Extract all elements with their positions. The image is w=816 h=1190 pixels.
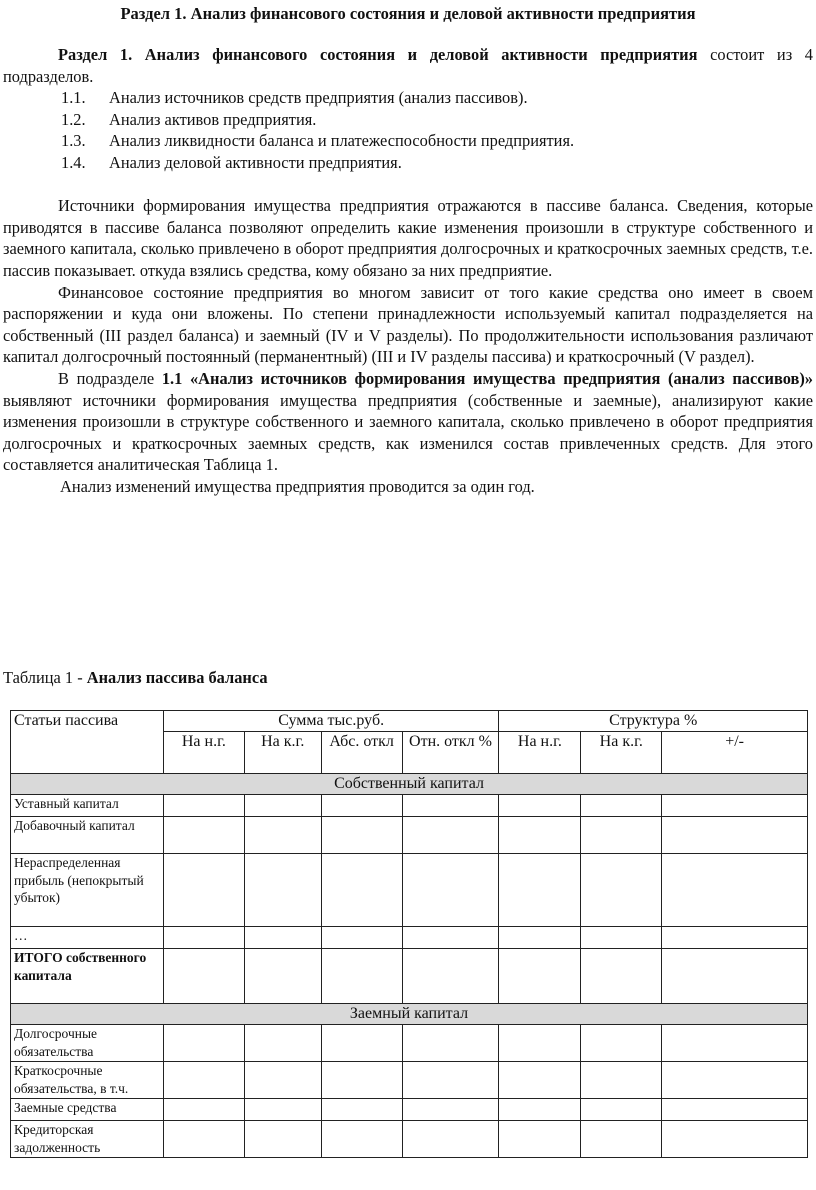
section-own-capital [11, 774, 808, 795]
table-cell [321, 1121, 402, 1158]
table-row [11, 1099, 808, 1121]
table-cell [321, 817, 402, 854]
subsection-text: Анализ ликвидности баланса и платежеспособности предприятия. [109, 131, 575, 151]
header-structure: Структура % [499, 711, 808, 732]
subsection-number: 1.3. [61, 131, 86, 151]
p3-bold: 1.1 «Анализ источников формирования имущества предприятия (анализ пассивов)» [161, 368, 813, 388]
subsection-text: Анализ активов предприятия. [109, 109, 317, 129]
row-label: Долгосрочные обязательства [11, 1025, 164, 1062]
subheader-abs: Абс. откл [321, 732, 402, 774]
table-cell [402, 1062, 499, 1099]
table-cell [163, 854, 244, 927]
subsection-number: 1.4. [61, 152, 86, 172]
table-cell [662, 795, 808, 817]
table-cell [321, 795, 402, 817]
document-body [3, 44, 813, 497]
table-cell [402, 1121, 499, 1158]
table-row [11, 1062, 808, 1099]
row-label: Кредиторская задолженность [11, 1121, 164, 1158]
table-cell [321, 1062, 402, 1099]
intro-bold: Раздел 1. Анализ финансового состояния и деловой активности предприятия [58, 45, 698, 64]
table-cell [581, 1062, 662, 1099]
row-label: Нераспределенная прибыль (непокрытый убыток) [11, 854, 164, 927]
table-cell [581, 1025, 662, 1062]
table-header-row [11, 711, 808, 732]
spacer [3, 174, 813, 196]
subsection-number: 1.2. [61, 109, 86, 129]
subheader-end: На к.г. [244, 732, 321, 774]
table-cell [402, 795, 499, 817]
paragraph-period: Анализ изменений имущества предприятия проводится за один год. [60, 476, 535, 496]
subheader-start: На н.г. [163, 732, 244, 774]
table-cell [244, 1062, 321, 1099]
table-cell [244, 817, 321, 854]
table-cell [402, 854, 499, 927]
table-cell [581, 817, 662, 854]
table-cell [402, 1025, 499, 1062]
table-cell [662, 1062, 808, 1099]
table-cell [662, 1025, 808, 1062]
table-cell [321, 854, 402, 927]
subheader-struct-diff: +/- [662, 732, 808, 774]
row-label: Добавочный капитал [11, 817, 164, 854]
table-cell [244, 854, 321, 927]
table-cell [163, 817, 244, 854]
table-cell [499, 949, 581, 1004]
table-cell [581, 927, 662, 949]
table-cell [163, 927, 244, 949]
table-cell [581, 854, 662, 927]
paragraph-financial-state: Финансовое состояние предприятия во многом зависит от того какие средства оно имеет в своем распоряжении и куда они вложены. По степени принадлежности используемый капитал подразделяется на собственный (III раздел баланса) и заемный (IV и V разделы). По продолжительности использования различают капитал долгосрочный постоянный (перманентный) (III и IV разделы пассива) и краткосрочный (V раздел). [3, 282, 813, 367]
table-caption-prefix: Таблица 1 - [3, 668, 87, 687]
table-cell [163, 949, 244, 1004]
subheader-rel: Отн. откл % [402, 732, 499, 774]
table-cell [662, 927, 808, 949]
table-cell [581, 1121, 662, 1158]
table-row [11, 1025, 808, 1062]
table-cell [662, 1121, 808, 1158]
table-cell [662, 949, 808, 1004]
document-title: Раздел 1. Анализ финансового состояния и деловой активности предприятия [120, 4, 696, 23]
table-cell [402, 817, 499, 854]
table-cell [499, 1062, 581, 1099]
table-row [11, 1121, 808, 1158]
table-cell [581, 1099, 662, 1121]
table-cell [163, 1099, 244, 1121]
table-cell [499, 1099, 581, 1121]
table-row [11, 795, 808, 817]
table-cell [244, 1099, 321, 1121]
table-cell [321, 1099, 402, 1121]
table-row [11, 854, 808, 927]
table-cell [499, 1121, 581, 1158]
table-cell [321, 927, 402, 949]
table-cell [499, 1025, 581, 1062]
passive-analysis-table [10, 710, 808, 1158]
table-cell [244, 795, 321, 817]
table-cell [244, 1121, 321, 1158]
table-cell [499, 854, 581, 927]
subsection-text: Анализ деловой активности предприятия. [109, 152, 402, 172]
table-cell [499, 927, 581, 949]
section-title: Заемный капитал [11, 1004, 808, 1025]
table-row [11, 817, 808, 854]
subsection-item [3, 130, 813, 152]
row-label: Краткосрочные обязательства, в т.ч. [11, 1062, 164, 1099]
subsection-text: Анализ источников средств предприятия (анализ пассивов). [109, 88, 528, 108]
paragraph-subsection-1-1 [3, 368, 813, 476]
table-cell [581, 949, 662, 1004]
section-borrowed-capital [11, 1004, 808, 1025]
table-cell [499, 817, 581, 854]
table-cell [163, 1025, 244, 1062]
table-cell [402, 927, 499, 949]
table-cell [163, 1121, 244, 1158]
subsection-number: 1.1. [61, 88, 86, 108]
row-label: … [11, 927, 164, 949]
table-cell [321, 1025, 402, 1062]
table-cell [499, 795, 581, 817]
table-cell [402, 1099, 499, 1121]
p3-after: выявляют источники формирования имущества предприятия (собственные и заемные), анализируют какие изменения произошли в структуре собственного и заемного капитала, сколько привлечено в оборот предприятия долгосрочных и краткосрочных заемных средств, как изменился состав привлеченных средств. Для этого составляется аналитическая Таблица 1. [3, 390, 813, 475]
table-caption-title: Анализ пассива баланса [86, 668, 268, 687]
subsection-item [3, 152, 813, 174]
subheader-struct-end: На к.г. [581, 732, 662, 774]
table-cell [244, 927, 321, 949]
subsection-item [3, 109, 813, 131]
subheader-struct-start: На н.г. [499, 732, 581, 774]
table-cell [581, 795, 662, 817]
table-caption [3, 668, 268, 688]
table-cell [163, 795, 244, 817]
intro-paragraph [3, 44, 813, 87]
paragraph-sources: Источники формирования имущества предприятия отражаются в пассиве баланса. Сведения, которые приводятся в пассиве баланса позволяют определить какие изменения произошли в структуре собственного и заемного капитала, сколько привлечено в оборот предприятия долгосрочных и краткосрочных заемных средств, т.е. пассив показывает. откуда взялись средства, кому обязано за них предприятие. [3, 196, 813, 280]
table-cell [244, 949, 321, 1004]
row-label: Заемные средства [11, 1099, 164, 1121]
subsection-list [3, 87, 813, 173]
table-cell [321, 949, 402, 1004]
row-label: Уставный капитал [11, 795, 164, 817]
row-label: ИТОГО собственного капитала [11, 949, 164, 1004]
table-cell [662, 817, 808, 854]
table-row [11, 927, 808, 949]
table-row-total [11, 949, 808, 1004]
table-cell [402, 949, 499, 1004]
table-cell [244, 1025, 321, 1062]
table-cell [163, 1062, 244, 1099]
header-sum: Сумма тыс.руб. [163, 711, 499, 732]
table-cell [662, 1099, 808, 1121]
table-cell [662, 854, 808, 927]
subsection-item [3, 87, 813, 109]
section-title: Собственный капитал [11, 774, 808, 795]
p3-before: В подразделе [58, 368, 162, 388]
intro-rest: состоит из 4 подразделов. [3, 45, 813, 86]
header-items: Статьи пассива [11, 711, 164, 774]
